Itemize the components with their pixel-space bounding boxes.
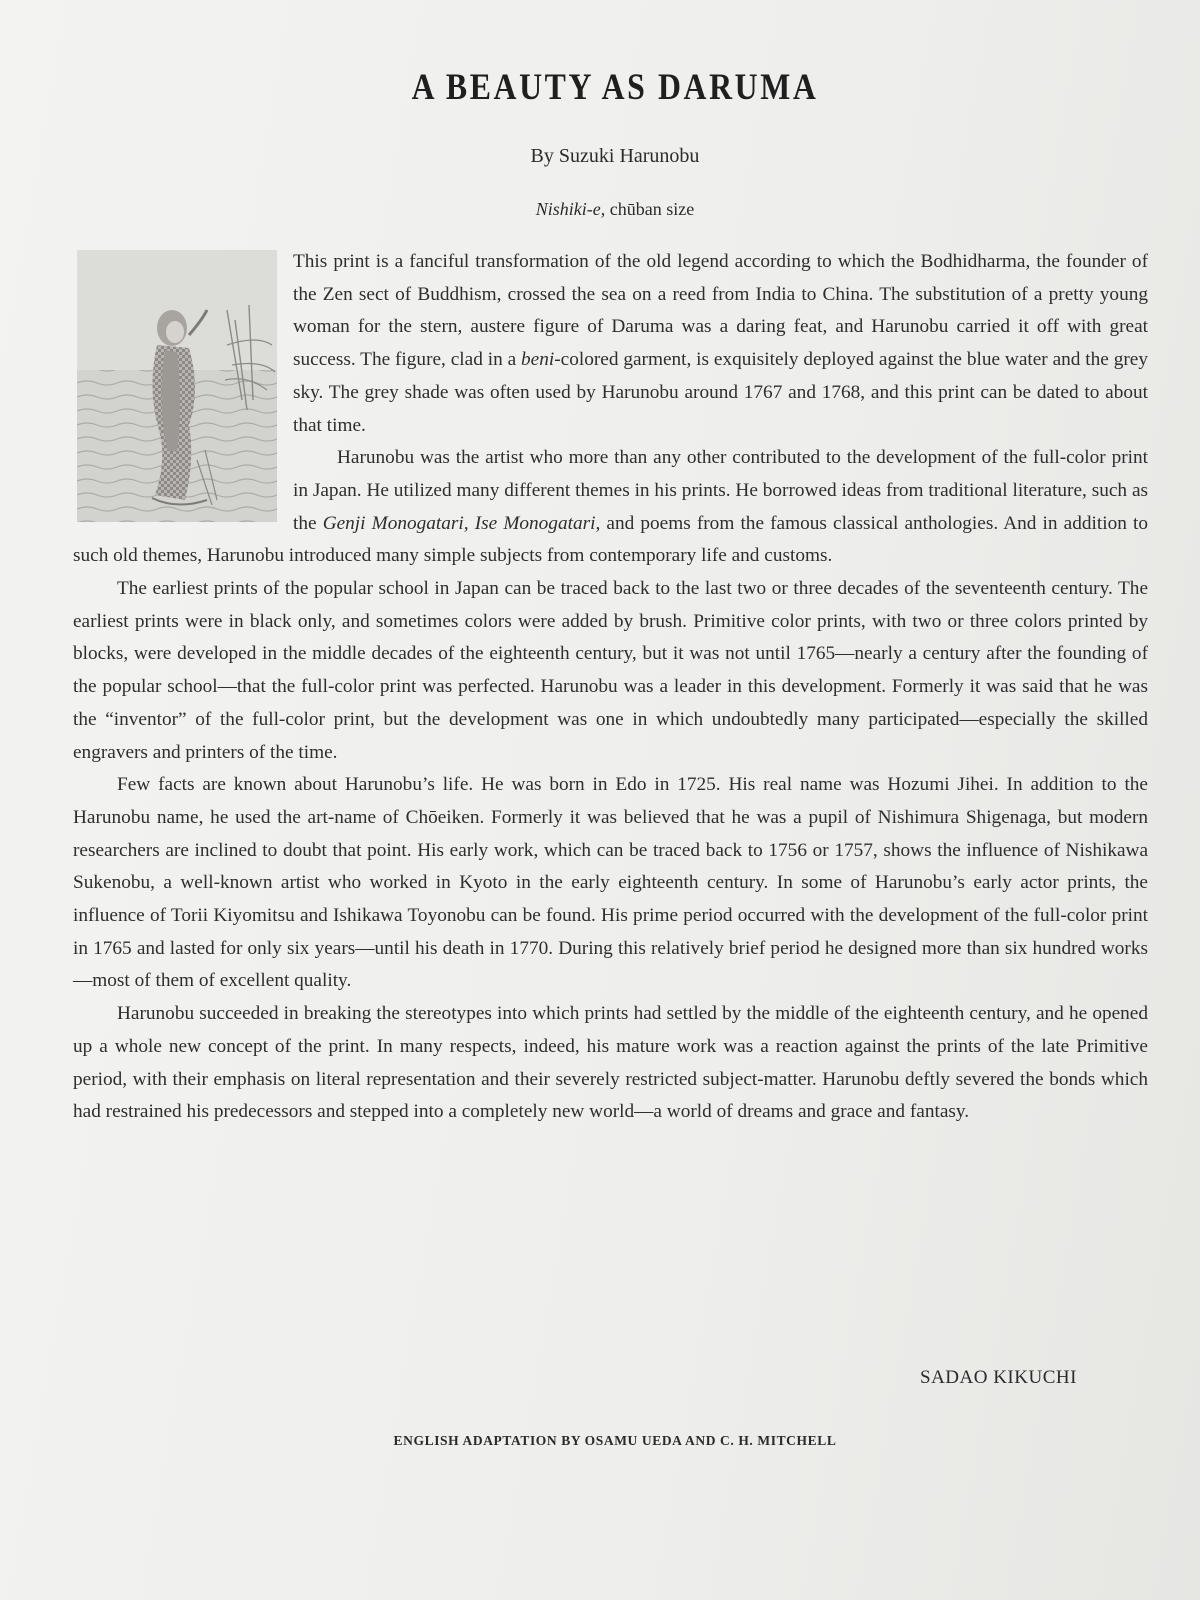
paragraph-text: This print is a fanciful transformation of the old legend according to which the Bodhidharma, the founder of the Zen sect of Buddhism, crossed the sea on a reed from India to China. The substitution of a pretty young woman for the stern, austere figure of Daruma was a daring feat, and Harunobu carried it off with great success. The figure, clad in a <box>293 251 1148 371</box>
article-body <box>73 246 1148 1129</box>
paragraph-4 <box>73 769 1148 998</box>
italic-text: beni <box>521 349 555 371</box>
paragraph-text: The earliest prints of the popular school in Japan can be traced back to the last two or three decades of the seventeenth century. The earliest prints were in black only, and sometimes colors were added by brush. Primitive color prints, with two or three colors printed by blocks, were developed in the middle decades of the eighteenth century, but it was not until 1765—nearly a century after the founding of the popular school—that the full-color print was perfected. Harunobu was a leader in this development. Formerly it was said that he was the “inventor” of the full-color print, but the development was one in which undoubtedly many participated—especially the skilled engravers and printers of the time. <box>73 578 1148 763</box>
print-format <box>0 199 1200 220</box>
paragraph-3 <box>73 573 1148 769</box>
paragraph-text: -colored garment, is exquisitely deployed against the blue water and the grey sky. The grey shade was often used by Harunobu around 1767 and 1768, and this print can be dated to about that time. <box>293 349 1148 436</box>
paragraph-text: Harunobu was the artist who more than any other contributed to the development of the full-color print in Japan. He utilized many different themes in his prints. He borrowed ideas from traditional literature, such as the <box>293 447 1148 534</box>
format-size: chūban size <box>605 199 695 219</box>
paragraph-text: Few facts are known about Harunobu’s life. He was born in Edo in 1725. His real name was Hozumi Jihei. In addition to the Harunobu name, he used the art-name of Chōeiken. Formerly it was believed that he was a pupil of Nishimura Shigenaga, but modern researchers are inclined to doubt that point. His early work, which can be traced back to 1756 or 1757, shows the influence of Nishikawa Sukenobu, a well-known artist who worked in Kyoto in the early eighteenth century. In some of Harunobu’s early actor prints, the influence of Torii Kiyomitsu and Ishikawa Toyonobu can be found. His prime period occurred with the development of the full-color print in 1765 and lasted for only six years—until his death in 1770. During this relatively brief period he designed more than six hundred works—most of them of excellent quality. <box>73 774 1148 992</box>
paragraph-text: and poems from the famous classical anthologies. And in addition to such old themes, Harunobu introduced many simple subjects from contemporary life and customs. <box>73 512 1148 567</box>
format-italic: Nishiki-e, <box>535 199 606 219</box>
document-title: A BEAUTY AS DARUMA <box>411 67 819 108</box>
author-signature: SADAO KIKUCHI <box>920 1367 1077 1388</box>
byline: By Suzuki Harunobu <box>530 145 700 167</box>
italic-text: Genji Monogatari, Ise Monogatari, <box>322 512 601 534</box>
paragraph-text: Harunobu succeeded in breaking the stereotypes into which prints had settled by the middle of the eighteenth century, and he opened up a whole new concept of the print. In many respects, indeed, his mature work was a reaction against the prints of the late Primitive period, with their emphasis on literal representation and their severely restricted subject-matter. Harunobu deftly severed the bonds which had restrained his predecessors and stepped into a completely new world—a world of dreams and grace and fantasy. <box>73 1003 1148 1123</box>
translation-credit: ENGLISH ADAPTATION BY OSAMU UEDA AND C. H. MITCHELL <box>393 1433 837 1448</box>
woman-on-reed-picture <box>77 250 277 522</box>
print-illustration <box>77 250 277 522</box>
paragraph-5 <box>73 998 1148 1129</box>
